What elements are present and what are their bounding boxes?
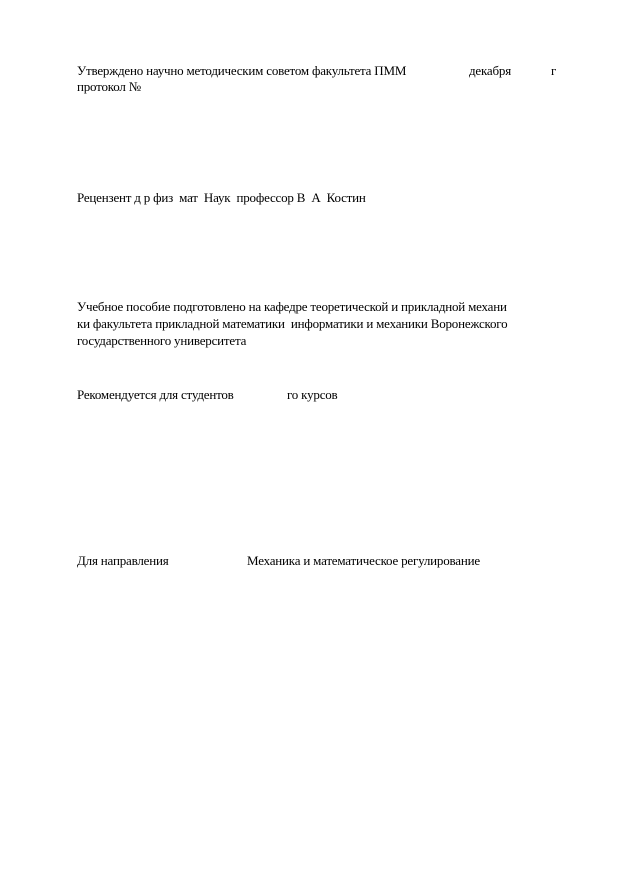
- approval-line: [77, 62, 577, 79]
- direction-label: Для направления: [77, 553, 169, 568]
- prepared-line-1: Учебное пособие подготовлено на кафедре теоретической и прикладной механи: [77, 299, 507, 314]
- direction-value: Механика и математическое регулирование: [247, 553, 480, 568]
- direction-line: [77, 552, 547, 569]
- protocol-line: протокол №: [77, 79, 141, 94]
- prepared-line-3: государственного университета: [77, 333, 247, 348]
- recommended-line: [77, 386, 377, 403]
- approval-text: Утверждено научно методическим советом факультета ПММ: [77, 63, 407, 78]
- prepared-line-2: ки факультета прикладной математики информатики и механики Воронежского: [77, 316, 508, 331]
- approval-year-suffix: г: [551, 63, 557, 78]
- recommended-course-suffix: го курсов: [287, 387, 338, 402]
- recommended-text: Рекомендуется для студентов: [77, 387, 234, 402]
- approval-month: декабря: [469, 63, 511, 78]
- reviewer-line: Рецензент д р физ мат Наук профессор В А Костин: [77, 190, 366, 205]
